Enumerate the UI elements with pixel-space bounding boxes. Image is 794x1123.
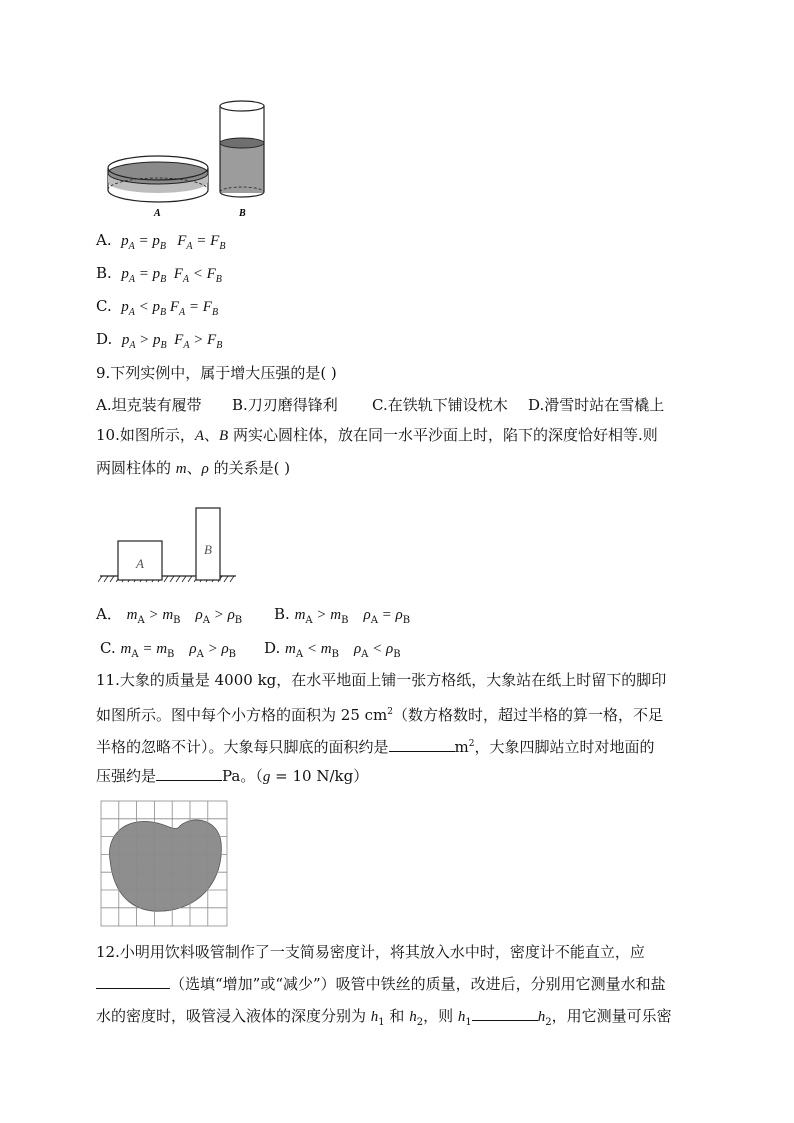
q11-line4: 压强约是 Pa。（g = 10 N/kg） <box>96 767 369 785</box>
q10-option-c: C. $m_A = m_B$ $\rho_A > \rho_B$ <box>100 639 237 660</box>
q10-option-b: B. $m_A > m_B$ $\rho_A = \rho_B$ <box>274 605 411 626</box>
q9-stem: 9.下列实例中，属于增大压强的是( ) <box>96 364 337 382</box>
q12-blank-1[interactable] <box>96 974 170 989</box>
q8-option-d: D. $p_A > p_B$ $F_A > F_B$ <box>96 330 223 351</box>
q10-option-d: D. $m_A < m_B$ $\rho_A < \rho_B$ <box>264 639 401 660</box>
q10-option-a: A． $m_A > m_B$ $\rho_A > \rho_B$ <box>96 605 243 626</box>
q12-line3: 水的密度时，吸管浸入液体的深度分别为 $h_1$ 和 $h_2$，则 $h_1$ $h_2$，用它测量可乐密 <box>96 1007 672 1028</box>
q9-option-d: D.滑雪时站在雪橇上 <box>528 396 665 414</box>
figure-containers <box>100 98 275 223</box>
q11-line2: 如图所示。图中每个小方格的面积为 25 $cm^2$（数方格数时，超过半格的算一格，不足 <box>96 706 663 724</box>
q11-blank-pressure[interactable] <box>156 766 222 781</box>
q11-line1: 11.大象的质量是 4000 kg，在水平地面上铺一张方格纸，大象站在纸上时留下的脚印 <box>96 671 667 689</box>
q8-option-a: A. $p_A = p_B$ $F_A = F_B$ <box>96 231 226 252</box>
q12-blank-2[interactable] <box>472 1006 538 1021</box>
q11-blank-area[interactable] <box>389 737 455 752</box>
q9-option-b: B.刀刃磨得锋利 <box>232 396 338 414</box>
q8-option-b: B. $p_A = p_B$ $F_A < F_B$ <box>96 264 222 285</box>
q12-line1: 12.小明用饮料吸管制作了一支简易密度计，将其放入水中时，密度计不能直立，应 <box>96 943 645 961</box>
q10-stem-line2: 两圆柱体的 m、ρ 的关系是( ) <box>96 459 291 477</box>
q10-stem-line1: 10.如图所示，A、B 两实心圆柱体，放在同一水平沙面上时，陷下的深度恰好相等.则 <box>96 426 658 444</box>
q9-option-c: C.在铁轨下铺设枕木 <box>372 396 508 414</box>
q11-line3: 半格的忽略不计）。大象每只脚底的面积约是 $m^2$，大象四脚站立时对地面的 <box>96 738 655 756</box>
q12-line2: （选填“增加”或“减少”）吸管中铁丝的质量，改进后，分别用它测量水和盐 <box>96 974 666 994</box>
q9-option-a: A.坦克装有履带 <box>96 396 202 414</box>
figure-cylinders-on-sand <box>98 504 238 590</box>
fig-label-a: A <box>154 208 161 219</box>
figure-footprint-grid <box>100 800 230 928</box>
q8-option-c: C. $p_A < p_B$ $F_A = F_B$ <box>96 297 219 318</box>
fig10-label-a: A <box>136 556 144 571</box>
fig-label-b: B <box>239 208 246 219</box>
fig10-label-b: B <box>204 542 212 557</box>
footprint-shape <box>109 820 221 911</box>
